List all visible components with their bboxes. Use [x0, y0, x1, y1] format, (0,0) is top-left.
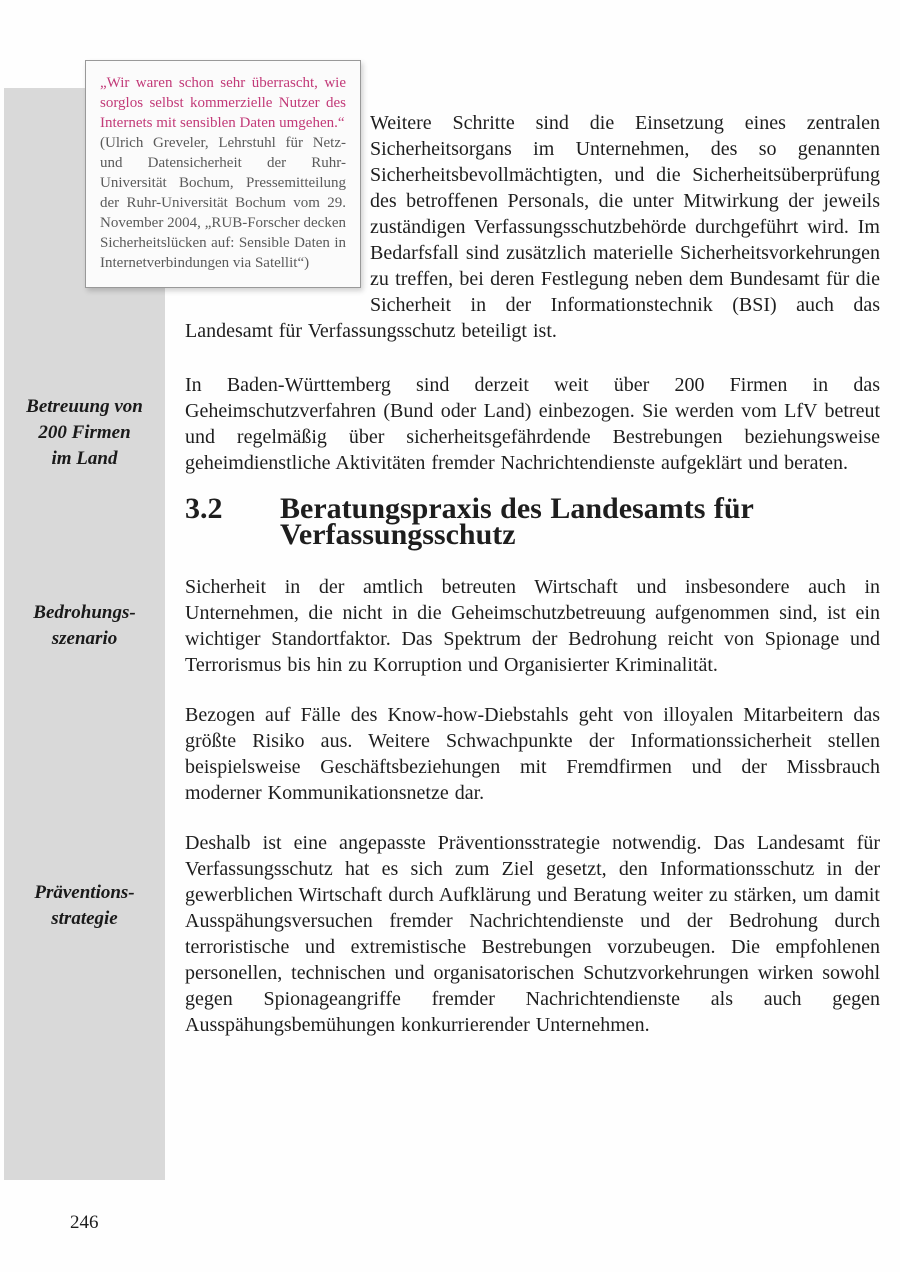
section-heading-number: 3.2	[185, 492, 223, 525]
margin-note-line: im Land	[51, 448, 118, 469]
section-heading-title: Beratungspraxis des Landesamts für Verfassungsschutz	[280, 492, 754, 551]
quote-attribution: (Ulrich Greveler, Lehrstuhl für Netz- und Datensicherheit der Ruhr-Universität Bochum, Pressemitteilung der Ruhr-Universität Bochum vom 29. November 2004, „RUB-Forscher decken Sicherheitslücken auf: Sensible Daten in Internetverbindungen via Satellit“)	[100, 135, 346, 271]
paragraph-weitere-schritte	[185, 110, 880, 344]
section-heading	[185, 492, 880, 551]
margin-note-line: 200 Firmen	[38, 422, 131, 443]
margin-note-line: Präventions-	[34, 882, 135, 903]
paragraph-text: Sicherheit in der amtlich betreuten Wirtschaft und insbesondere auch in Unternehmen, die nicht in die Geheimschutzbetreuung aufgenommen sind, ist ein wichtiger Standortfaktor. Das Spektrum der Bedrohung reicht von Spionage und Terrorismus bis hin zu Korruption und Organisierter Kriminalität.	[185, 576, 880, 676]
paragraph-text: Weitere Schritte sind die Einsetzung eines zentralen Sicherheitsorgans im Unternehmen, des so genannten Sicherheitsbevollmächtigten, und die Sicherheitsüberprüfung des betroffenen Personals, die unter Mitwirkung der jeweils zuständigen Verfassungsschutzbehörde durchgeführt wird. Im Bedarfsfall sind zusätzlich materielle Sicherheitsvorkehrungen zu treffen, bei deren Festlegung neben dem Bundesamt für die Sicherheit in der Informationstechnik (BSI) auch das Landesamt für Verfassungsschutz beteiligt ist.	[185, 112, 880, 342]
page-number: 246	[70, 1212, 99, 1233]
margin-note-praevention	[4, 880, 165, 932]
margin-note-line: szenario	[51, 628, 118, 649]
paragraph-text: Deshalb ist eine angepasste Präventionsstrategie notwendig. Das Landesamt für Verfassungsschutz hat es sich zum Ziel gesetzt, den Informationsschutz in der gewerblichen Wirtschaft durch Aufklärung und Beratung weiter zu stärken, um damit Ausspähungsversuchen fremder Nachrichtendienste und der Bedrohung durch terroristische und extremistische Bestrebungen vorzubeugen. Die empfohlenen personellen, technischen und organisatorischen Schutzvorkehrungen wirken sowohl gegen Spionageangriffe fremder Nachrichtendienste als auch gegen Ausspähungsbemühungen konkurrierender Unternehmen.	[185, 832, 880, 1036]
paragraph-text: Bezogen auf Fälle des Know-how-Diebstahls geht von illoyalen Mitarbeitern das größte Risiko aus. Weitere Schwachpunkte der Informationssicherheit stellen beispielsweise Geschäftsbeziehungen mit Fremdfirmen und der Missbrauch moderner Kommunikationsnetze dar.	[185, 704, 880, 804]
paragraph-standortfaktor	[185, 574, 880, 678]
paragraph-know-how-diebstahl	[185, 702, 880, 806]
paragraph-text: In Baden-Württemberg sind derzeit weit über 200 Firmen in das Geheimschutzverfahren (Bund oder Land) einbezogen. Sie werden vom LfV betreut und regelmäßig über sicherheitsgefährdende Bestrebungen beziehungsweise geheimdienstliche Aktivitäten fremder Nachrichtendienste aufgeklärt und beraten.	[185, 374, 880, 474]
paragraph-geheimschutz	[185, 372, 880, 476]
margin-note-line: strategie	[51, 908, 118, 929]
paragraph-praeventionsstrategie	[185, 830, 880, 1038]
margin-note-bedrohung	[4, 600, 165, 652]
quote-text: „Wir waren schon sehr überrascht, wie sorglos selbst kommerzielle Nutzer des Internets mit sensiblen Daten umgehen.“	[100, 75, 346, 131]
margin-note-betreuung	[4, 394, 165, 472]
main-content	[185, 0, 880, 1038]
margin-note-line: Bedrohungs-	[33, 602, 136, 623]
margin-note-line: Betreuung von	[26, 396, 143, 417]
quote-box-float-spacer	[185, 110, 370, 318]
